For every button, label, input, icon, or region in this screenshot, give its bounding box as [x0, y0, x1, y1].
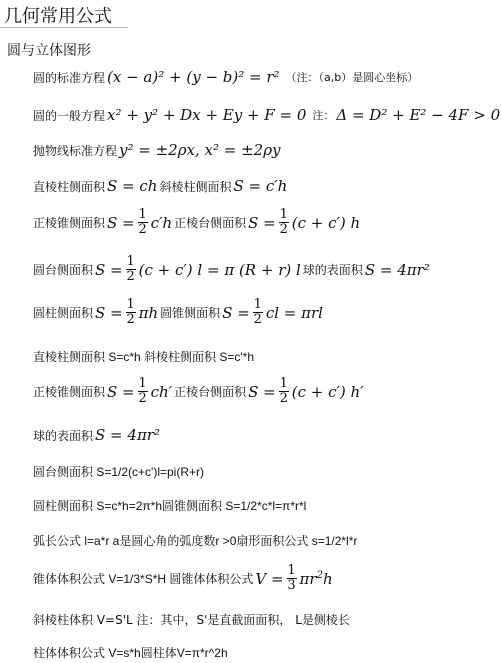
formula-label-2: 圆锥侧面积: [160, 306, 221, 320]
row-text-frustum-area: 圆台侧面积 S=1/2(c+c')l=pi(R+r): [33, 465, 204, 479]
row-text-cylinder-cone-area: 圆柱侧面积 S=c*h=2π*h圆锥侧面积 S=1/2*c*l=π*r*l: [33, 499, 307, 513]
fraction-one-half: $\frac{1}{2}$: [279, 207, 288, 237]
formula-label: 圆的一般方程: [33, 108, 106, 123]
formula-label: 正棱锥侧面积: [33, 385, 106, 399]
row-text-arc-sector: 弧长公式 l=a*r a是圆心角的弧度数r >0扇形面积公式 s=1/2*l*r: [33, 534, 358, 548]
formula-label: 正棱锥侧面积: [33, 216, 106, 230]
fraction-one-half: $\frac{1}{2}$: [279, 376, 288, 406]
formula: S = ch: [107, 177, 158, 195]
note-formula: Δ = D² + E² − 4F > 0: [336, 106, 501, 124]
row-text-prism-volume: 柱体体积公式 V=s*h圆柱体V=π*r^2h: [33, 646, 228, 660]
row-text-prism-area: 直棱柱侧面积 S=c*h 斜棱柱侧面积 S=c'*h: [33, 350, 255, 364]
formula-2: S = c′h: [233, 177, 288, 195]
formula-label: 锥体体积公式 V=1/3*S*H 圆锥体体积公式: [33, 572, 254, 586]
formula-tail: (c + c′) l = π (R + r) l: [138, 260, 301, 279]
formula-note: （注：（a,b）是圆心坐标）: [285, 71, 419, 84]
fraction-one-third: $\frac{1}{3}$: [287, 563, 296, 593]
fraction-one-half: $\frac{1}{2}$: [126, 254, 135, 284]
row-circle-general-equation: [33, 106, 502, 124]
section-heading: 圆与立体图形: [7, 43, 91, 59]
formula-label: 直棱柱侧面积: [33, 179, 106, 194]
formula-label-2: 斜棱柱侧面积: [159, 179, 232, 194]
row-cylinder-lateral-area: 圆柱侧面积 S = $\frac{1}{2}$ πh 圆锥侧面积 S = $\frac{1}{2}$ cl = πrl: [33, 297, 323, 327]
row-text-oblique-prism-volume: 斜棱柱体积 V=S'L 注：其中，S'是直截面面积， L是侧棱长: [33, 613, 350, 627]
row-parabola-equation: [33, 141, 283, 159]
fraction-one-half: $\frac{1}{2}$: [253, 297, 262, 327]
formula-label: 圆台侧面积: [33, 263, 94, 277]
formula: (x − a)² + (y − b)² = r²: [107, 68, 280, 86]
formula-2: S = 4πr²: [364, 260, 430, 279]
fraction-one-half: $\frac{1}{2}$: [126, 297, 135, 327]
formula-label-2: 球的表面积: [302, 263, 363, 277]
row-sphere-surface-area: [33, 426, 162, 444]
formula-label: 球的表面积: [33, 428, 94, 443]
formula: y² = ±2ρx, x² = ±2ρy: [119, 141, 281, 159]
row-pyramid-lateral-area-2: 正棱锥侧面积 S = $\frac{1}{2}$ ch′ 正棱台侧面积 S = $\frac{1}{2}$ (c + c′) h′: [33, 376, 364, 406]
formula-label: 圆柱侧面积: [33, 306, 94, 320]
formula-label: 抛物线标准方程: [33, 143, 118, 158]
formula-label: 圆的标准方程: [33, 70, 106, 85]
fraction-one-half: $\frac{1}{2}$: [138, 376, 147, 406]
formula: S = 4πr²: [95, 426, 160, 444]
fraction-one-half: $\frac{1}{2}$: [138, 207, 147, 237]
row-pyramid-lateral-area: 正棱锥侧面积 S = $\frac{1}{2}$ c′h 正棱台侧面积 S = $\frac{1}{2}$ (c + c′) h: [33, 207, 361, 237]
formula: x² + y² + Dx + Ey + F = 0: [107, 106, 307, 124]
row-frustum-lateral-area: 圆台侧面积 S = $\frac{1}{2}$ (c + c′) l = π (R + r) l 球的表面积 S = 4πr²: [33, 254, 430, 284]
formula-note: 注：: [312, 109, 335, 122]
page-title: 几何常用公式: [4, 6, 112, 27]
formula-label-2: 正棱台侧面积: [174, 385, 247, 399]
row-cone-volume: 锥体体积公式 V=1/3*S*H 圆锥体体积公式 V = $\frac{1}{3}$ $\pi r^2h$: [33, 563, 333, 593]
row-circle-standard-equation: [33, 68, 418, 86]
title-divider: [0, 27, 128, 28]
formula-label-2: 正棱台侧面积: [174, 216, 247, 230]
row-prism-lateral-area: [33, 177, 289, 195]
